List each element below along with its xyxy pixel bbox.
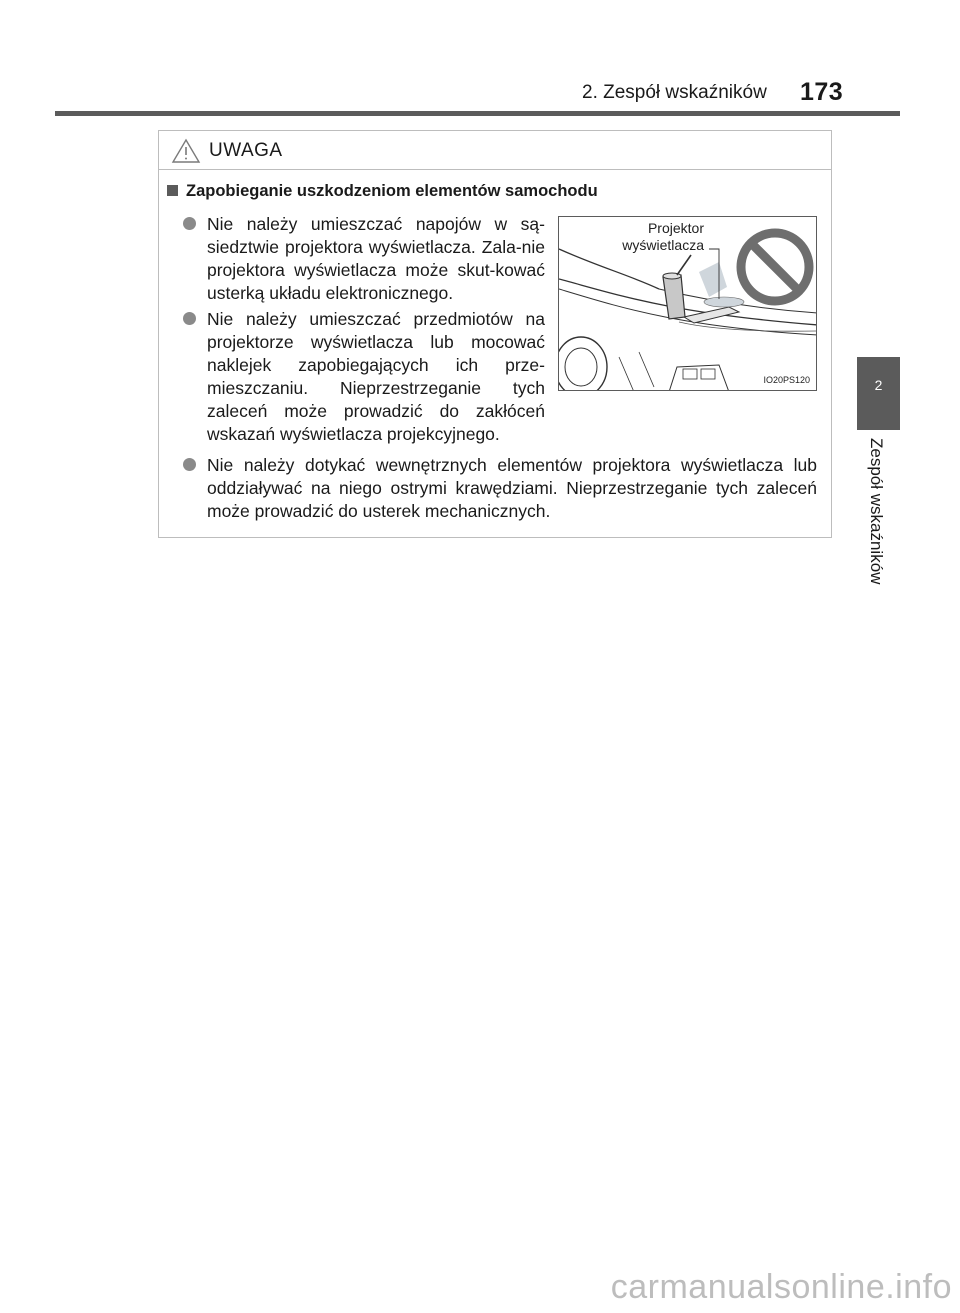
bullet-icon bbox=[183, 217, 196, 230]
chapter-number: 2 bbox=[874, 377, 883, 393]
warning-subheading bbox=[167, 182, 598, 201]
header-rule bbox=[55, 111, 900, 116]
chapter-side-label: Zespół wskaźników bbox=[867, 438, 886, 585]
projector-figure bbox=[558, 216, 817, 391]
warning-header bbox=[159, 131, 831, 170]
warning-triangle-icon bbox=[171, 138, 201, 164]
warning-item-3: Nie należy dotykać wewnętrznych elementów projektora wyświetlacza lub oddziaływać na niego ostrymi krawędziami. Nieprzestrzeganie tych zaleceń może prowadzić do usterek mechanicznych. bbox=[207, 455, 817, 521]
figure-code: IO20PS120 bbox=[763, 375, 810, 385]
bullet-icon bbox=[183, 458, 196, 471]
watermark: carmanualsonline.info bbox=[610, 1268, 952, 1306]
warning-title: UWAGA bbox=[209, 140, 283, 161]
warning-item-2: Nie należy umieszczać przedmiotów na projektorze wyświetlacza lub mocować naklejek zapobiegających ich prze-mieszczaniu. Nieprzestrzeganie tych zaleceń może prowadzić do zakłóceń wskazań wyświetlacza projekcyjnego. bbox=[207, 309, 545, 444]
bullet-icon bbox=[183, 312, 196, 325]
prohibition-icon bbox=[735, 227, 815, 307]
chapter-side-tab bbox=[857, 357, 900, 430]
warning-subheading-text: Zapobieganie uszkodzeniom elementów samochodu bbox=[186, 182, 598, 200]
figure-label-line1: Projektor bbox=[647, 220, 704, 236]
page-number: 173 bbox=[800, 78, 844, 106]
header-section-title: 2. Zespół wskaźników bbox=[582, 82, 767, 103]
figure-label bbox=[622, 220, 704, 254]
figure-label-line2: wyświetlacza bbox=[622, 237, 704, 253]
warning-item-1: Nie należy umieszczać napojów w są-siedztwie projektora wyświetlacza. Zala-nie projektora wyświetlacza może skut-kować usterką układu elektronicznego. bbox=[207, 214, 545, 303]
warning-box bbox=[158, 130, 832, 538]
square-bullet-icon bbox=[167, 185, 178, 196]
